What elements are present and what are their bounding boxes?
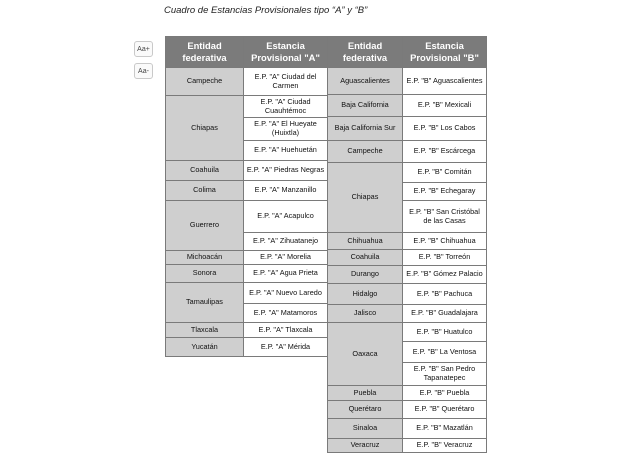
entity-cell-b: Jalisco [327, 304, 403, 323]
station-cell-b: E.P. "B" Mazatlán [402, 418, 487, 439]
station-cell-a: E.P. "A" Mérida [243, 337, 328, 357]
station-cell-b: E.P. "B" Gómez Palacio [402, 265, 487, 284]
table-caption: Cuadro de Estancias Provisionales tipo “A” y “B” [164, 5, 368, 16]
station-cell-b: E.P. "B" Querétaro [402, 400, 487, 419]
station-cell-b: E.P. "B" Los Cabos [402, 116, 487, 141]
station-cell-a: E.P. "A" Zihuatanejo [243, 232, 328, 251]
entity-cell-a: Tlaxcala [165, 322, 244, 338]
station-cell-a: E.P. "A" Matamoros [243, 303, 328, 323]
entity-cell-b: Baja California [327, 94, 403, 117]
zoom-out-button[interactable]: Aa- [134, 63, 153, 79]
station-cell-b: E.P. "B" Comitán [402, 162, 487, 183]
station-cell-a: E.P. "A" Nuevo Laredo [243, 282, 328, 304]
station-cell-b: E.P. "B" Pachuca [402, 283, 487, 305]
entity-cell-a: Tamaulipas [165, 282, 244, 323]
station-cell-b: E.P. "B" Torreón [402, 249, 487, 266]
entity-cell-b: Baja California Sur [327, 116, 403, 141]
column-header: Estancia Provisional "A" [243, 36, 328, 68]
station-cell-b: E.P. "B" Guadalajara [402, 304, 487, 323]
station-cell-b: E.P. "B" Aguascalientes [402, 67, 487, 95]
entity-cell-b: Veracruz [327, 438, 403, 453]
entity-cell-a: Chiapas [165, 95, 244, 161]
entity-cell-b: Sinaloa [327, 418, 403, 439]
station-cell-a: E.P. "A" Tlaxcala [243, 322, 328, 338]
entity-cell-b: Oaxaca [327, 322, 403, 386]
entity-cell-a: Colima [165, 180, 244, 201]
station-cell-a: E.P. "A" Manzanillo [243, 180, 328, 201]
entity-cell-b: Chiapas [327, 162, 403, 233]
station-cell-a: E.P. "A" Huehuetán [243, 140, 328, 161]
station-cell-a: E.P. "A" Acapulco [243, 200, 328, 233]
entity-cell-b: Hidalgo [327, 283, 403, 305]
zoom-in-button[interactable]: Aa+ [134, 41, 153, 57]
entity-cell-a: Michoacán [165, 250, 244, 265]
station-cell-b: E.P. "B" San Pedro Tapanatepec [402, 362, 487, 386]
station-cell-b: E.P. "B" La Ventosa [402, 341, 487, 363]
entity-cell-b: Coahuila [327, 249, 403, 266]
station-cell-b: E.P. "B" Puebla [402, 385, 487, 401]
station-cell-b: E.P. "B" Escárcega [402, 140, 487, 163]
entity-cell-a: Campeche [165, 67, 244, 96]
entity-cell-b: Campeche [327, 140, 403, 163]
station-cell-b: E.P. "B" San Cristóbal de las Casas [402, 200, 487, 233]
entity-cell-b: Puebla [327, 385, 403, 401]
station-cell-a: E.P. "A" Ciudad del Carmen [243, 67, 328, 96]
entity-cell-a: Yucatán [165, 337, 244, 357]
station-cell-a: E.P. "A" Piedras Negras [243, 160, 328, 181]
station-cell-a: E.P. "A" Agua Prieta [243, 264, 328, 283]
station-cell-b: E.P. "B" Mexicali [402, 94, 487, 117]
entity-cell-b: Durango [327, 265, 403, 284]
entity-cell-a: Sonora [165, 264, 244, 283]
station-cell-a: E.P. "A" Morelia [243, 250, 328, 265]
station-cell-b: E.P. "B" Echegaray [402, 182, 487, 201]
station-cell-b: E.P. "B" Veracruz [402, 438, 487, 453]
column-header: Entidad federativa [327, 36, 403, 68]
station-cell-b: E.P. "B" Chihuahua [402, 232, 487, 250]
entity-cell-b: Aguascalientes [327, 67, 403, 95]
station-cell-a: E.P. "A" Ciudad Cuauhtémoc [243, 95, 328, 118]
entity-cell-b: Chihuahua [327, 232, 403, 250]
station-cell-b: E.P. "B" Huatulco [402, 322, 487, 342]
station-cell-a: E.P. "A" El Hueyate (Huixtla) [243, 117, 328, 141]
entity-cell-b: Querétaro [327, 400, 403, 419]
entity-cell-a: Coahuila [165, 160, 244, 181]
column-header: Estancia Provisional "B" [402, 36, 487, 68]
entity-cell-a: Guerrero [165, 200, 244, 251]
column-header: Entidad federativa [165, 36, 244, 68]
